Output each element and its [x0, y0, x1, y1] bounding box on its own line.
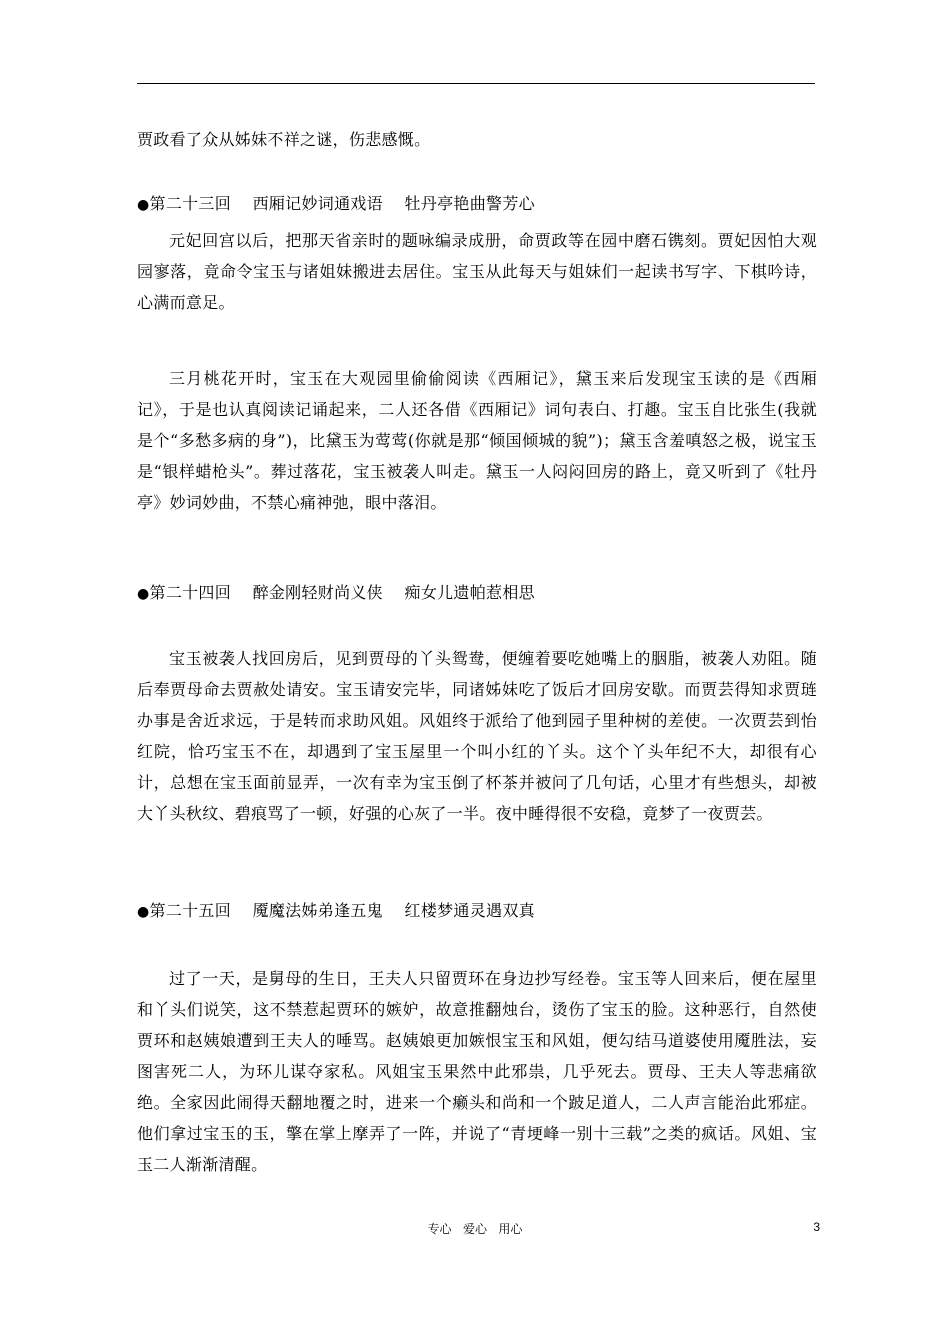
- chapter-23-title: 第二十三回 西厢记妙词通戏语 牡丹亭艳曲警芳心: [149, 194, 535, 213]
- bullet-icon: ●: [137, 904, 150, 920]
- chapter-24-title: 第二十四回 醉金刚轻财尚义侠 痴女儿遗帕惹相思: [149, 583, 535, 602]
- intro-block: [137, 124, 817, 155]
- chapter-25-paragraph-1-block: [137, 963, 817, 1180]
- footer-motto: 专心 爱心 用心: [427, 1222, 523, 1236]
- chapter-24-paragraph-1: 宝玉被袭人找回房后，见到贾母的丫头鸳鸯，便缠着要吃她嘴上的胭脂，被袭人劝阻。随后奉贾母命去贾赦处请安。宝玉请安完毕，同诸姊妹吃了饭后才回房安歇。而贾芸得知求贾琏办事是舍近求远，于是转而求助风姐。风姐终于派给了他到园子里种树的差使。一次贾芸到怡红院，恰巧宝玉不在，却遇到了宝玉屋里一个叫小红的丫头。这个丫头年纪不大，却很有心计，总想在宝玉面前显弄，一次有幸为宝玉倒了杯茶并被问了几句话，心里才有些想头，却被大丫头秋纹、碧痕骂了一顿，好强的心灰了一半。夜中睡得很不安稳，竟梦了一夜贾芸。: [137, 649, 817, 823]
- header-rule: [137, 83, 815, 84]
- bullet-icon: ●: [137, 586, 150, 602]
- chapter-23-paragraph-1-block: [137, 225, 817, 318]
- chapter-23-paragraph-1: 元妃回宫以后，把那天省亲时的题咏编录成册，命贾政等在园中磨石镌刻。贾妃因怕大观园寥落，竟命令宝玉与诸姐妹搬进去居住。宝玉从此每天与姐妹们一起读书写字、下棋吟诗，心满而意足。: [137, 231, 817, 312]
- chapter-25-title: 第二十五回 魇魔法姊弟逢五鬼 红楼梦通灵遇双真: [149, 901, 535, 920]
- chapter-25-paragraph-1: 过了一天，是舅母的生日，王夫人只留贾环在身边抄写经卷。宝玉等人回来后，便在屋里和丫头们说笑，这不禁惹起贾环的嫉妒，故意推翻烛台，烫伤了宝玉的脸。这种恶行，自然使贾环和赵姨娘遭到王夫人的唾骂。赵姨娘更加嫉恨宝玉和风姐，便勾结马道婆使用魇胜法，妄图害死二人，为环儿谋夺家私。风姐宝玉果然中此邪祟，几乎死去。贾母、王夫人等悲痛欲绝。全家因此闹得天翻地覆之时，进来一个癞头和尚和一个跛足道人，二人声言能治此邪症。他们拿过宝玉的玉，擎在掌上摩弄了一阵，并说了“青埂峰一别十三载”之类的疯话。风姐、宝玉二人渐渐清醒。: [137, 969, 817, 1174]
- chapter-23-heading: [137, 190, 817, 219]
- chapter-25-heading: [137, 897, 817, 926]
- chapter-23-paragraph-2-block: [137, 363, 817, 518]
- page-number: 3: [813, 1220, 820, 1234]
- chapter-23-paragraph-2: 三月桃花开时，宝玉在大观园里偷偷阅读《西厢记》，黛玉来后发现宝玉读的是《西厢记》，于是也认真阅读记诵起来，二人还各借《西厢记》词句表白、打趣。宝玉自比张生(我就是个“多愁多病的身”)，比黛玉为莺莺(你就是那“倾国倾城的貌”)；黛玉含羞嗔怒之极，说宝玉是“银样蜡枪头”。葬过落花，宝玉被袭人叫走。黛玉一人闷闷回房的路上，竟又听到了《牡丹亭》妙词妙曲，不禁心痛神弛，眼中落泪。: [137, 369, 817, 512]
- chapter-24-heading: [137, 579, 817, 608]
- bullet-icon: ●: [137, 197, 150, 213]
- chapter-24-paragraph-1-block: [137, 643, 817, 829]
- intro-paragraph: 贾政看了众从姊妹不祥之谜，伤悲感慨。: [137, 130, 431, 149]
